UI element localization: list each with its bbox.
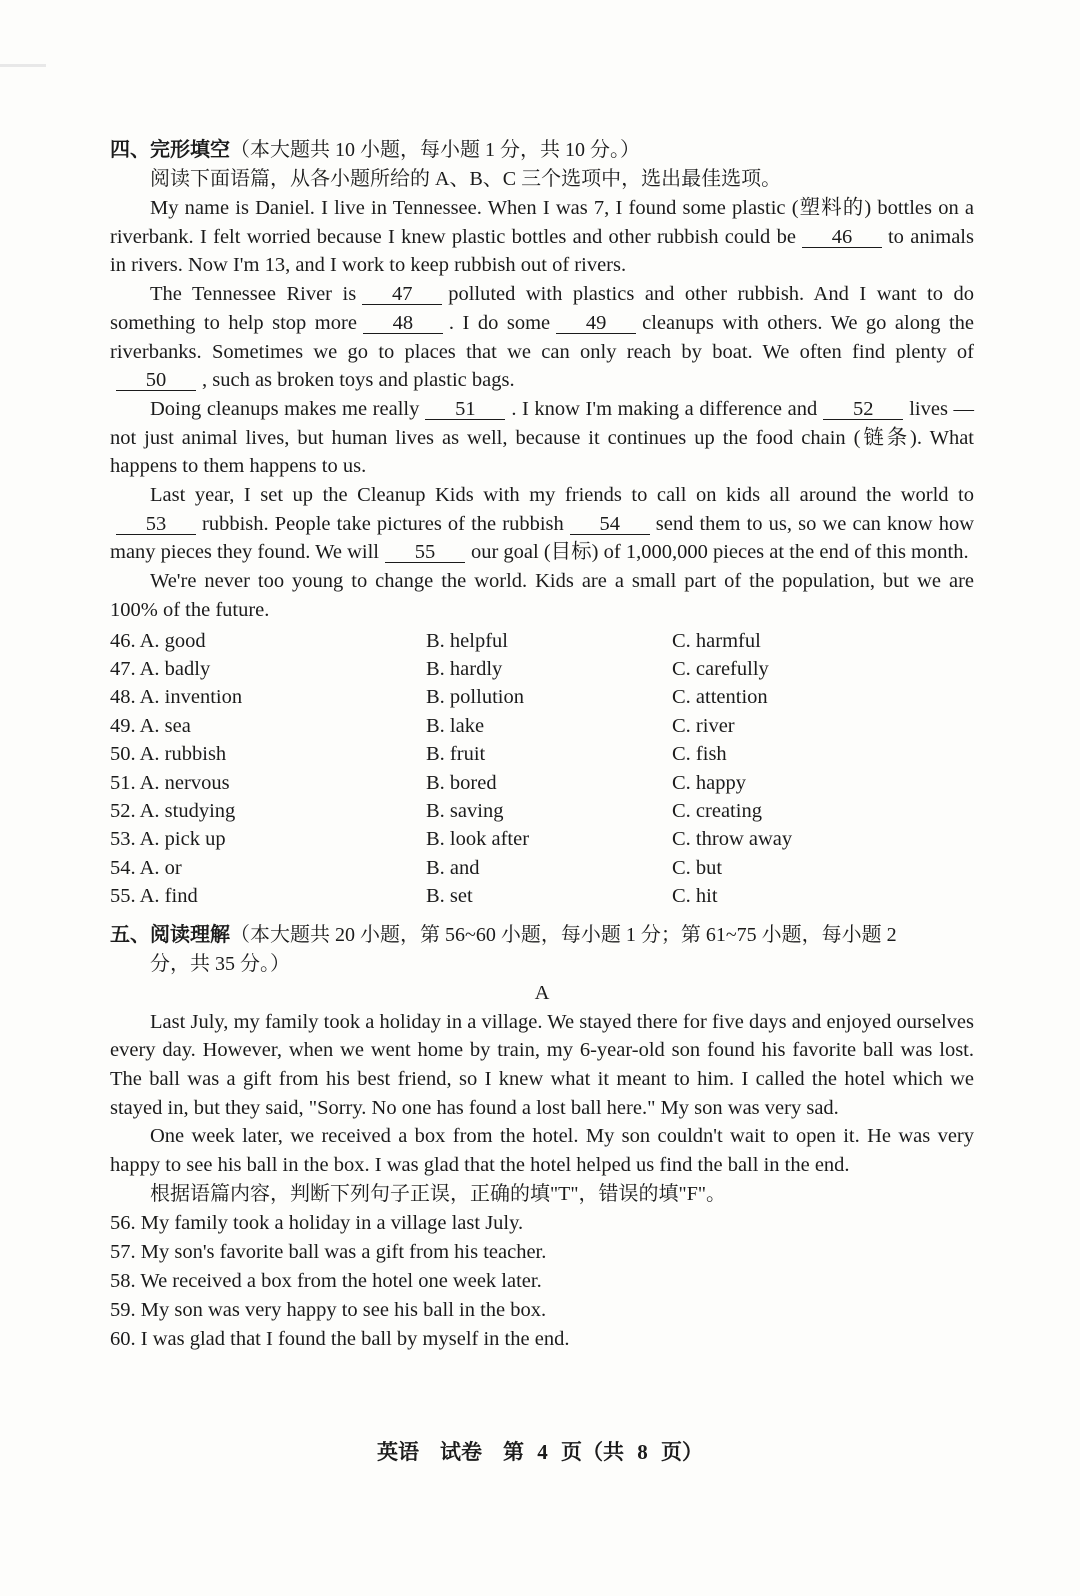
cloze-text: to animals in rivers. Now I'm 13, and I work to keep rubbish out of rivers. xyxy=(110,225,974,277)
cloze-text: send them to us, so we can know how many pieces they found. We will xyxy=(110,512,975,564)
option-c: C. harmful xyxy=(672,629,761,652)
option-b: B. lake xyxy=(426,714,485,737)
cloze-text: rubbish. People take pictures of the rubbish xyxy=(202,512,564,535)
blank-54: 54 xyxy=(570,514,650,535)
option-b: B. look after xyxy=(426,828,530,851)
cloze-text: lives — not just animal lives, but human lives as well, because it continues up the food chain (链条). What happens to them happens to us. xyxy=(110,397,974,478)
option-row-52 xyxy=(110,797,974,825)
option-row-51 xyxy=(110,769,974,797)
question-57: 57. My son's favorite ball was a gift from his teacher. xyxy=(110,1240,547,1263)
option-row-47 xyxy=(110,655,974,683)
reading-paragraph-2: One week later, we received a box from the hotel. My son couldn't wait to open it. He was very happy to see his ball in the box. I was glad that the hotel helped us find the ball in the end. xyxy=(110,1125,974,1177)
blank-47: 47 xyxy=(362,284,442,305)
blank-51: 51 xyxy=(425,399,505,420)
cloze-text: , such as broken toys and plastic bags. xyxy=(202,369,515,392)
blank-52: 52 xyxy=(823,399,903,420)
cloze-paragraph-4 xyxy=(110,481,974,567)
question-56: 56. My family took a holiday in a village last July. xyxy=(110,1211,524,1234)
option-b: B. saving xyxy=(426,799,504,822)
option-c: C. fish xyxy=(672,743,727,766)
option-b: B. and xyxy=(426,856,480,879)
cloze-paragraph-5: We're never too young to change the world. Kids are a small part of the population, but we are 100% of the future. xyxy=(110,570,974,621)
question-59: 59. My son was very happy to see his ball in the box. xyxy=(110,1298,547,1321)
passage-label: A xyxy=(534,981,550,1004)
option-c: C. hit xyxy=(672,885,718,908)
cloze-text: cleanups with others. We go along the riverbanks. Sometimes we go to places that we can only reach by boat. We often find plenty of xyxy=(110,311,974,363)
option-a: 46. A. good xyxy=(110,629,206,652)
question-60: 60. I was glad that I found the ball by myself in the end. xyxy=(110,1327,570,1350)
option-row-46 xyxy=(110,627,974,655)
cloze-paragraph-2 xyxy=(110,280,974,395)
option-c: C. attention xyxy=(672,686,768,709)
cloze-text: . I do some xyxy=(448,311,551,334)
cloze-text: polluted with plastics and other rubbish. And I want to do something to help stop more xyxy=(110,283,974,334)
scan-artifact xyxy=(0,64,46,67)
option-row-49 xyxy=(110,712,974,740)
option-a: 54. A. or xyxy=(110,856,182,879)
option-row-53 xyxy=(110,825,974,853)
option-a: 48. A. invention xyxy=(110,686,243,709)
option-row-48 xyxy=(110,683,974,711)
option-b: B. pollution xyxy=(426,686,524,709)
option-b: B. helpful xyxy=(426,629,508,652)
section5-instruction: 根据语篇内容，判断下列句子正误，正确的填"T"，错误的填"F"。 xyxy=(150,1182,726,1205)
option-a: 55. A. find xyxy=(110,885,198,908)
option-b: B. set xyxy=(426,885,473,908)
option-a: 51. A. nervous xyxy=(110,771,230,794)
blank-48: 48 xyxy=(363,313,443,334)
reading-paragraph-1: Last July, my family took a holiday in a village. We stayed there for five days and enjoyed ourselves every day. However, when we went home by train, my 6-year-old son found his favorite ball was lost. The ball was a gift from his best friend, so I knew what it meant to him. I called the hotel which we stayed in, but they said, "Sorry. No one has found a lost ball here." My son was very sad. xyxy=(110,1010,974,1119)
option-a: 53. A. pick up xyxy=(110,828,226,851)
page-content xyxy=(110,136,974,1354)
option-c: C. but xyxy=(672,856,723,879)
section5-heading xyxy=(110,921,974,950)
cloze-text: My name is Daniel. I live in Tennessee. When I was 7, I found some plastic (塑料的) bottles on a riverbank. I felt worried because I knew plastic bottles and other rubbish could be xyxy=(110,197,974,248)
cloze-paragraph-3 xyxy=(110,395,974,481)
section5-heading-continued xyxy=(110,950,974,979)
question-58: 58. We received a box from the hotel one week later. xyxy=(110,1269,542,1292)
option-b: B. hardly xyxy=(426,657,503,680)
section5-title: 五、阅读理解 xyxy=(110,923,230,946)
option-b: B. fruit xyxy=(426,743,486,766)
option-a: 49. A. sea xyxy=(110,714,191,737)
option-b: B. bored xyxy=(426,771,497,794)
section5-note-2: 分，共 35 分。） xyxy=(150,952,290,975)
section4-note: （本大题共 10 小题，每小题 1 分，共 10 分。） xyxy=(230,139,640,161)
option-a: 50. A. rubbish xyxy=(110,743,227,766)
option-c: C. carefully xyxy=(672,657,769,680)
section4-title: 四、完形填空 xyxy=(110,139,230,161)
blank-50: 50 xyxy=(116,370,196,391)
option-c: C. throw away xyxy=(672,828,793,851)
cloze-text: The Tennessee River is xyxy=(150,283,357,306)
options-table xyxy=(110,627,974,911)
option-c: C. happy xyxy=(672,771,747,794)
section4-instruction: 阅读下面语篇，从各小题所给的 A、B、C 三个选项中，选出最佳选项。 xyxy=(150,168,782,190)
cloze-text: Doing cleanups makes me really xyxy=(150,397,420,420)
section5-note-1: （本大题共 20 小题，第 56~60 小题，每小题 1 分；第 61~75 小题，每小题 2 xyxy=(230,923,897,946)
option-row-50 xyxy=(110,740,974,768)
cloze-text: our goal (目标) of 1,000,000 pieces at the end of this month. xyxy=(470,541,969,564)
cloze-text: . I know I'm making a difference and xyxy=(511,397,818,420)
page-footer: 英语 试卷 第 4 页（共 8 页） xyxy=(377,1440,703,1464)
option-row-54 xyxy=(110,854,974,882)
option-c: C. river xyxy=(672,714,735,737)
option-c: C. creating xyxy=(672,799,762,822)
cloze-text: Last year, I set up the Cleanup Kids with my friends to call on kids all around the world to xyxy=(150,484,974,507)
option-a: 47. A. badly xyxy=(110,657,211,680)
cloze-paragraph-1 xyxy=(110,194,974,280)
blank-55: 55 xyxy=(385,542,465,563)
option-a: 52. A. studying xyxy=(110,799,236,822)
blank-49: 49 xyxy=(556,313,636,334)
blank-46: 46 xyxy=(802,227,882,248)
blank-53: 53 xyxy=(116,514,196,535)
option-row-55 xyxy=(110,882,974,910)
section4-heading xyxy=(110,136,974,165)
